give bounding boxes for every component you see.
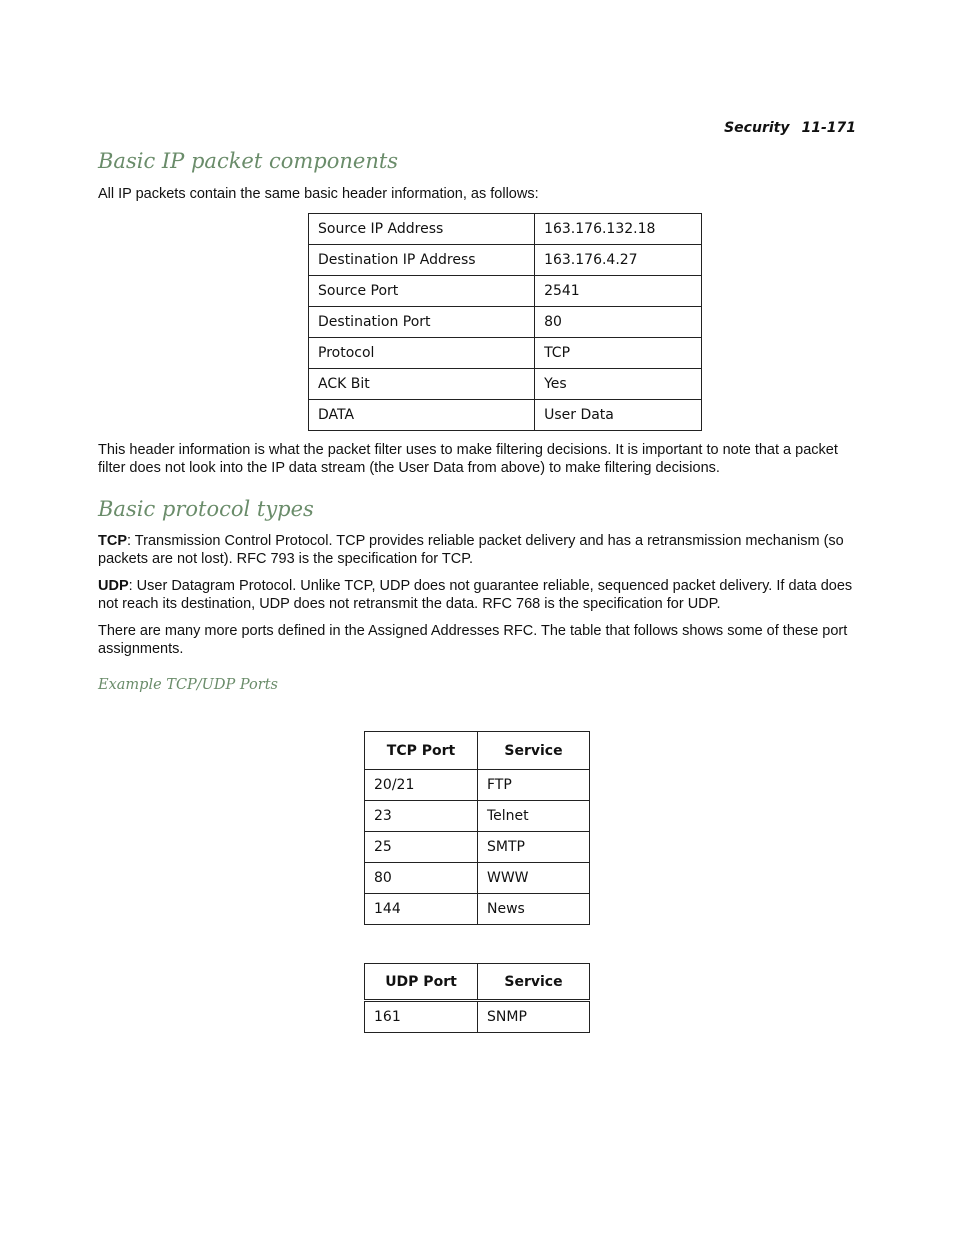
field-cell: Source IP Address — [309, 214, 535, 245]
service-cell: FTP — [478, 770, 590, 801]
running-header-section: Security — [724, 120, 790, 136]
value-cell: Yes — [535, 369, 702, 400]
table-row — [365, 770, 590, 801]
tcp-description: : Transmission Control Protocol. TCP provides reliable packet delivery and has a retransmission mechanism (so packets are not lost). RFC 793 is the specification for TCP. — [98, 533, 844, 567]
service-cell: News — [478, 894, 590, 925]
field-cell: Destination Port — [309, 307, 535, 338]
table-row — [309, 307, 702, 338]
table-row — [309, 369, 702, 400]
tcp-term: TCP — [98, 533, 127, 549]
table-row — [365, 832, 590, 863]
field-cell: Protocol — [309, 338, 535, 369]
field-cell: DATA — [309, 400, 535, 431]
table-row — [309, 214, 702, 245]
filter-paragraph: This header information is what the packet filter uses to make filtering decisions. It is important to note that a packet filter does not look into the IP data stream (the User Data from above) to make filtering decisions. — [98, 442, 838, 476]
table-row — [309, 338, 702, 369]
udp-ports-table — [364, 963, 590, 1033]
tcp-service-header: Service — [478, 732, 590, 770]
service-cell: SNMP — [478, 1001, 590, 1033]
table-row — [365, 863, 590, 894]
tcp-paragraph — [98, 532, 855, 568]
section-heading-protocol-types: Basic protocol types — [98, 497, 314, 521]
page-number: 11-171 — [801, 120, 856, 136]
table-row — [365, 1001, 590, 1033]
table-row — [365, 894, 590, 925]
port-cell: 80 — [365, 863, 478, 894]
field-cell: Destination IP Address — [309, 245, 535, 276]
port-cell: 25 — [365, 832, 478, 863]
value-cell: 80 — [535, 307, 702, 338]
tcp-ports-table — [364, 731, 590, 925]
table-row — [365, 801, 590, 832]
page-content — [98, 145, 855, 1033]
table-row — [309, 276, 702, 307]
field-cell: ACK Bit — [309, 369, 535, 400]
service-cell: Telnet — [478, 801, 590, 832]
port-cell: 144 — [365, 894, 478, 925]
value-cell: 2541 — [535, 276, 702, 307]
tcp-port-header: TCP Port — [365, 732, 478, 770]
value-cell: User Data — [535, 400, 702, 431]
udp-port-header: UDP Port — [365, 964, 478, 1001]
value-cell: 163.176.4.27 — [535, 245, 702, 276]
field-cell: Source Port — [309, 276, 535, 307]
packet-header-table — [308, 213, 702, 431]
port-cell: 161 — [365, 1001, 478, 1033]
value-cell: 163.176.132.18 — [535, 214, 702, 245]
example-ports-heading: Example TCP/UDP Ports — [98, 677, 278, 693]
port-cell: 20/21 — [365, 770, 478, 801]
section-heading-ip-packet: Basic IP packet components — [98, 149, 399, 173]
udp-term: UDP — [98, 578, 129, 594]
value-cell: TCP — [535, 338, 702, 369]
port-cell: 23 — [365, 801, 478, 832]
running-header — [724, 120, 856, 136]
ports-paragraph: There are many more ports defined in the Assigned Addresses RFC. The table that follows shows some of these port assignments. — [98, 623, 848, 657]
udp-description: : User Datagram Protocol. Unlike TCP, UDP does not guarantee reliable, sequenced packet delivery. If data does not reach its destination, UDP does not retransmit the data. RFC 768 is the specification for UDP. — [98, 578, 853, 612]
udp-service-header: Service — [478, 964, 590, 1001]
service-cell: SMTP — [478, 832, 590, 863]
table-row — [309, 400, 702, 431]
intro-paragraph: All IP packets contain the same basic header information, as follows: — [98, 186, 539, 202]
udp-paragraph — [98, 577, 855, 613]
service-cell: WWW — [478, 863, 590, 894]
table-row — [309, 245, 702, 276]
